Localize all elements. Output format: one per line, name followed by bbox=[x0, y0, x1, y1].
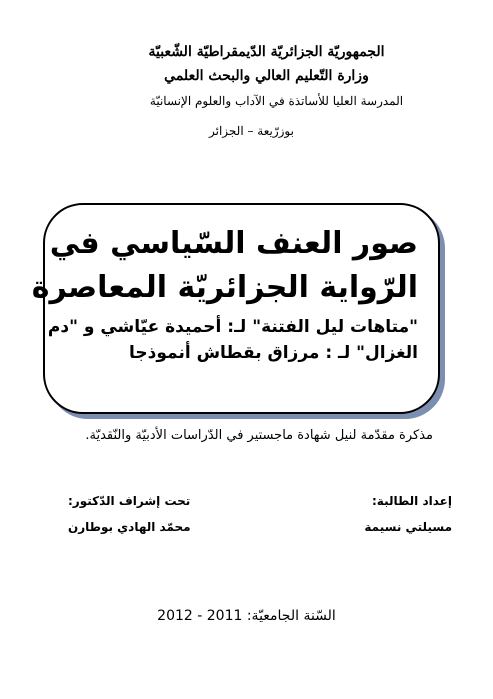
header-republic: الجمهوريّة الجزائريّة الدّيمقراطيّة الشّعبيّة bbox=[148, 44, 385, 60]
student-label: إعداد الطالبة: bbox=[372, 494, 452, 508]
title-box bbox=[31, 203, 440, 414]
memo-statement: مذكرة مقدّمة لنيل شهادة ماجستير في الدّراسات الأدبيّة والنّقديّة. bbox=[85, 428, 433, 443]
header-location: بوزرّيعة – الجزائر bbox=[209, 124, 294, 138]
title-line-1: صور العنف السّياسي في bbox=[49, 226, 418, 261]
supervisor-label: تحت إشراف الدّكتور: bbox=[68, 494, 191, 508]
title-line-2: الرّواية الجزائريّة المعاصرة bbox=[31, 270, 418, 305]
supervisor-name: محمّد الهادي بوطارن bbox=[68, 520, 191, 534]
academic-year: السّنة الجامعيّة: 2011 - 2012 bbox=[157, 608, 336, 624]
header-school: المدرسة العليا للأساتذة في الآداب والعلوم الإنسانيّة bbox=[149, 94, 404, 108]
student-name: مسيلتي نسيمة bbox=[364, 520, 452, 534]
subtitle-line-2: الغزال" لـ : مرزاق بقطاش أنموذجا bbox=[129, 343, 418, 363]
header-ministry: وزارة التّعليم العالي والبحث العلمي bbox=[164, 68, 369, 84]
subtitle-line-1: "متاهات ليل الفتنة" لـ: أحميدة عيّاشي و "دم bbox=[47, 317, 418, 337]
